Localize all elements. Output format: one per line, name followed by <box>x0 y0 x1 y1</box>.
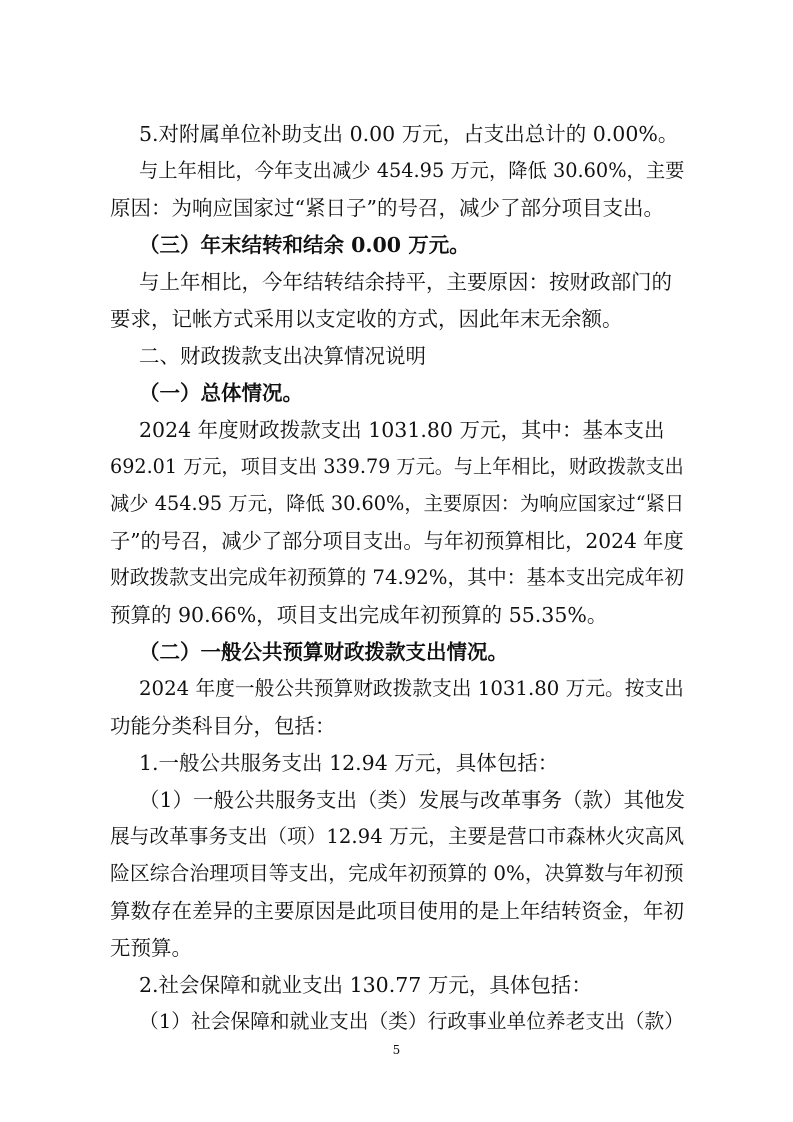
paragraph-line: 5.对附属单位补助支出 0.00 万元，占支出总计的 0.00%。 <box>139 122 679 146</box>
paragraph-line: 险区综合治理项目等支出，完成年初预算的 0%，决算数与年初预 <box>110 862 684 885</box>
paragraph-line: 无预算。 <box>110 936 192 960</box>
paragraph-line: 减少 454.95 万元，降低 30.60%，主要原因：为响应国家过“紧日 <box>110 492 685 515</box>
paragraph-line: 子”的号召，减少了部分项目支出。与年初预算相比，2024 年度 <box>110 529 684 553</box>
paragraph-line: 与上年相比，今年支出减少 454.95 万元，降低 30.60%，主要 <box>139 159 685 182</box>
paragraph-line: 功能分类科目分，包括： <box>110 714 336 738</box>
paragraph-line: 692.01 万元，项目支出 339.79 万元。与上年相比，财政拨款支出 <box>110 455 684 478</box>
paragraph-line: 财政拨款支出完成年初预算的 74.92%，其中：基本支出完成年初 <box>110 566 684 589</box>
subsection-heading: （一）总体情况。 <box>139 381 303 405</box>
paragraph-line: 算数存在差异的主要原因是此项目使用的是上年结转资金，年初 <box>110 899 684 923</box>
paragraph-line: 展与改革事务支出（项）12.94 万元，主要是营口市森林火灾高风 <box>110 825 685 848</box>
subsection-heading: （二）一般公共预算财政拨款支出情况。 <box>139 640 508 664</box>
paragraph-line: 与上年相比，今年结转结余持平，主要原因：按财政部门的 <box>139 270 672 294</box>
paragraph-line: 1.一般公共服务支出 12.94 万元，具体包括： <box>139 751 559 775</box>
paragraph-line: （1）社会保障和就业支出（类）行政事业单位养老支出（款） <box>139 1010 684 1033</box>
page-number: 5 <box>392 1043 401 1057</box>
paragraph-line: （1）一般公共服务支出（类）发展与改革事务（款）其他发 <box>139 788 686 812</box>
paragraph-line: 2024 年度一般公共预算财政拨款支出 1031.80 万元。按支出 <box>139 677 684 700</box>
section-heading: 二、财政拨款支出决算情况说明 <box>139 344 426 368</box>
section-heading: （三）年末结转和结余 0.00 万元。 <box>139 233 470 257</box>
paragraph-line: 2024 年度财政拨款支出 1031.80 万元，其中：基本支出 <box>139 418 665 442</box>
paragraph-line: 预算的 90.66%，项目支出完成年初预算的 55.35%。 <box>110 603 608 627</box>
paragraph-line: 2.社会保障和就业支出 130.77 万元，具体包括： <box>139 973 592 997</box>
paragraph-line: 原因：为响应国家过“紧日子”的号召，减少了部分项目支出。 <box>110 196 664 220</box>
paragraph-line: 要求，记帐方式采用以支定收的方式，因此年末无余额。 <box>110 307 623 331</box>
